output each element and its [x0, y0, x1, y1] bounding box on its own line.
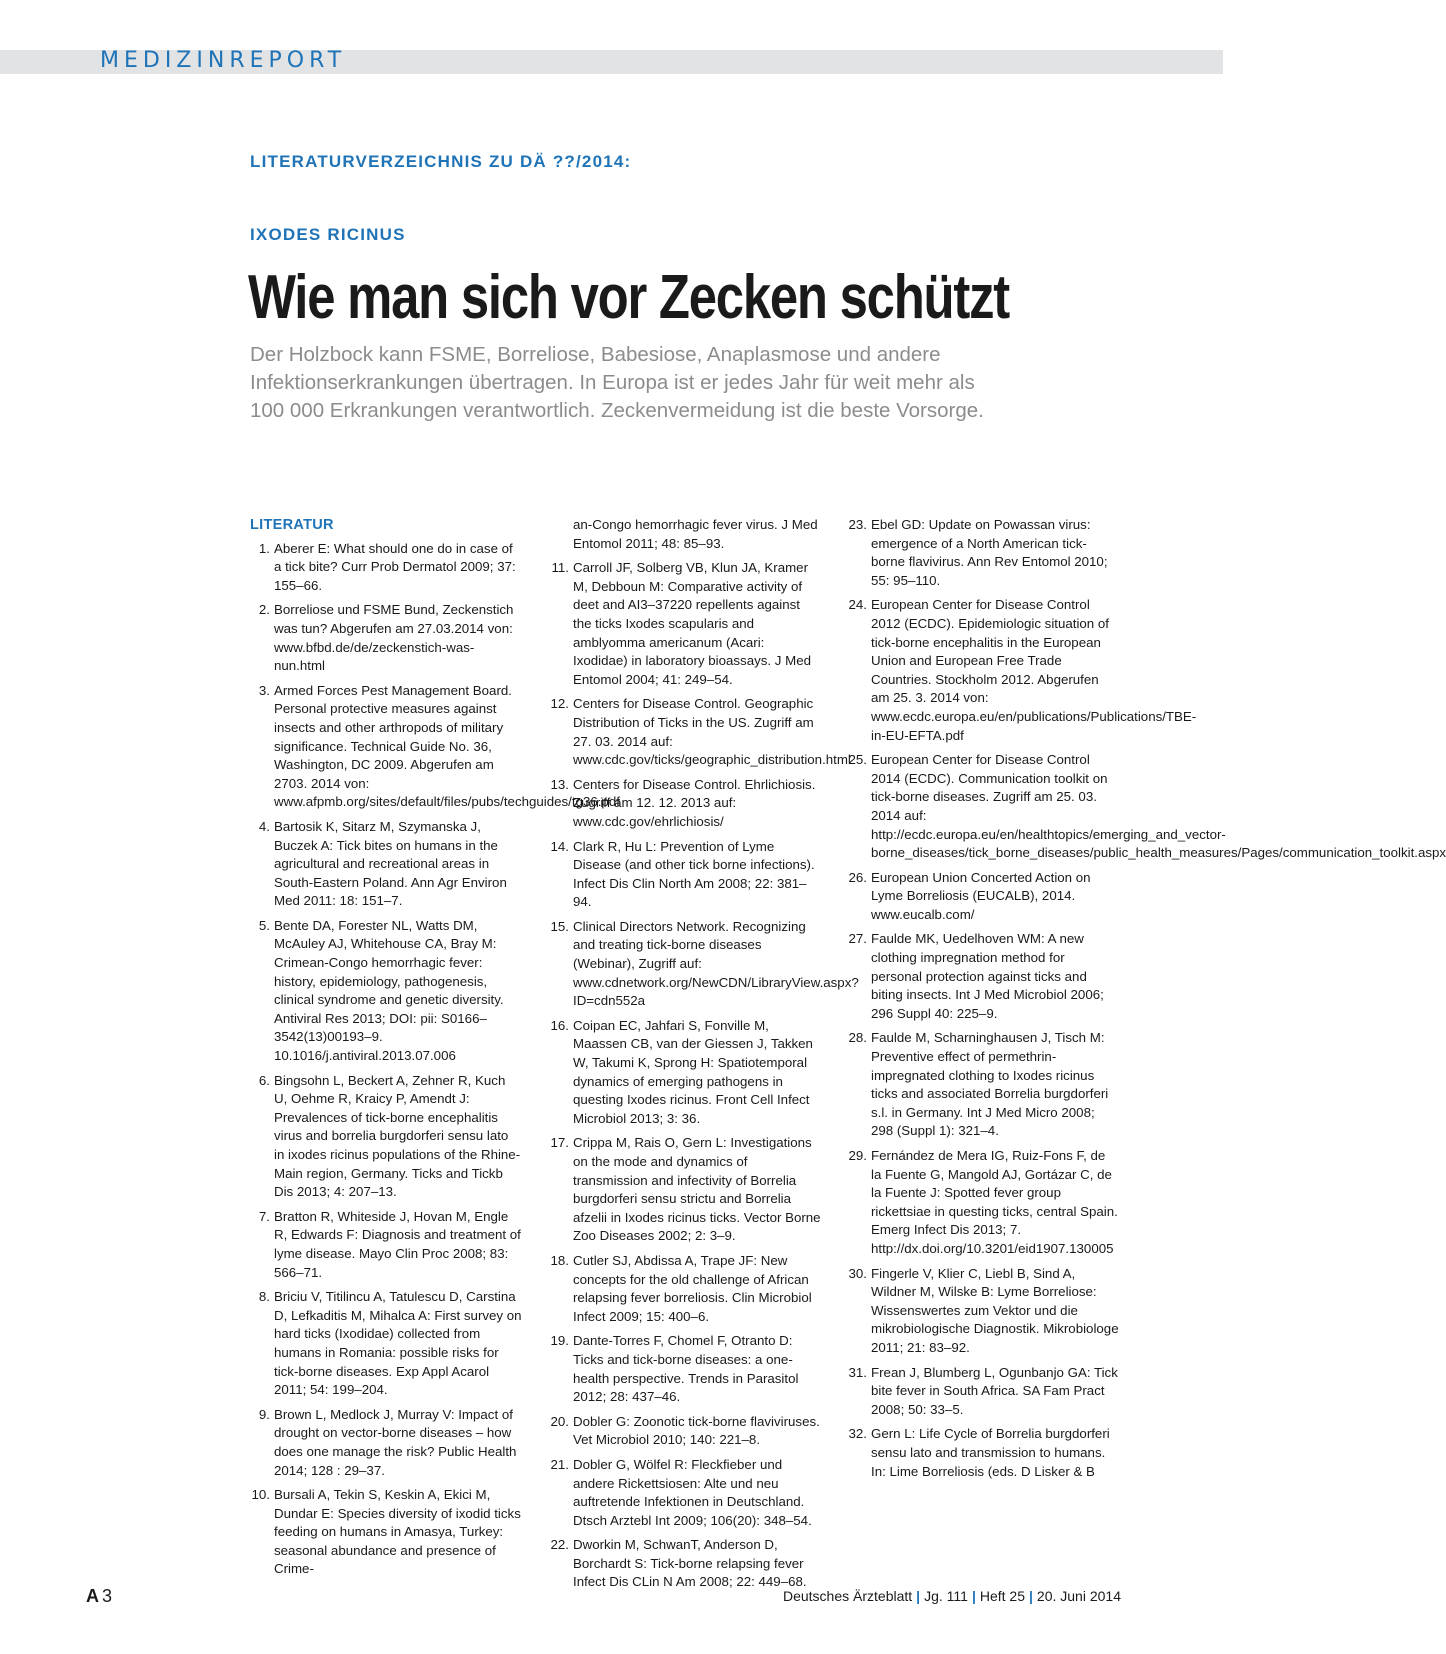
reference-item — [847, 1029, 1119, 1141]
reference-number: 20. — [550, 1413, 569, 1429]
reference-text: Bursali A, Tekin S, Keskin A, Ekici M, Dundar E: Species diversity of ixodid ticks feeding on humans in Amasya, Turkey: seasonal abundance and presence of Crime- — [274, 1487, 521, 1577]
reference-item — [847, 1425, 1119, 1481]
reference-item — [250, 540, 522, 596]
journal-name: Deutsches Ärzteblatt — [782, 1588, 913, 1604]
literature-heading: LITERATUR — [250, 517, 334, 533]
page-number: 3 — [102, 1586, 113, 1606]
reference-text: Clinical Directors Network. Recognizing and treating tick-borne diseases (Webinar), Zugriff auf: www.cdnetwork.org/NewCDN/LibraryView.aspx?ID=cdn552a — [573, 918, 859, 1009]
page-footer — [0, 1585, 1223, 1607]
reference-number: 1. — [258, 540, 270, 556]
reference-item — [250, 1072, 522, 1202]
reference-number: 9. — [258, 1406, 270, 1422]
reference-number: 6. — [258, 1072, 270, 1088]
reference-number: 17. — [550, 1135, 569, 1151]
separator: | — [1029, 1588, 1033, 1604]
reference-text: Clark R, Hu L: Prevention of Lyme Disease (and other tick borne infections). Infect Dis Clin North Am 2008; 22: 381–94. — [573, 838, 815, 910]
reference-item — [250, 1486, 522, 1579]
reference-number: 26. — [848, 869, 867, 885]
reference-item — [549, 1536, 821, 1592]
reference-text: Borreliose und FSME Bund, Zeckenstich was tun? Abgerufen am 27.03.2014 von: www.bfbd.de/de/zeckenstich-was-nun.html — [274, 602, 514, 674]
reference-text: Faulde MK, Uedelhoven WM: A new clothing impregnation method for personal protection against ticks and biting insects. Int J Med Microbiol 2006; 296 Suppl 40: 225–9. — [871, 931, 1104, 1021]
reference-number: 5. — [258, 917, 270, 933]
reference-item — [847, 1147, 1119, 1259]
reference-text: Gern L: Life Cycle of Borrelia burgdorferi sensu lato and transmission to humans. In: Lime Borreliosis (eds. D Lisker & B — [871, 1426, 1110, 1479]
article-subkicker: IXODES RICINUS — [250, 225, 406, 244]
reference-number: 8. — [258, 1289, 270, 1305]
reference-number: 21. — [550, 1456, 569, 1472]
reference-item — [549, 1252, 821, 1326]
reference-number: 11. — [551, 560, 569, 576]
reference-text: Dobler G, Wölfel R: Fleckfieber und andere Rickettsiosen: Alte und neu auftretende Infektionen in Deutschland. Dtsch Arztebl Int 2009; 106(20): 348–54. — [573, 1456, 812, 1528]
reference-item — [847, 1364, 1119, 1420]
reference-item — [847, 1265, 1119, 1358]
reference-item — [549, 776, 821, 832]
separator: | — [971, 1588, 976, 1604]
reference-text: Dworkin M, SchwanT, Anderson D, Borchardt S: Tick-borne relapsing fever Infect Dis CLin N Am 2008; 22: 449–68. — [573, 1537, 807, 1590]
reference-text: Dante-Torres F, Chomel F, Otranto D: Ticks and tick-borne diseases: a one-health perspective. Trends in Parasitol 2012; 28: 437–46. — [573, 1333, 799, 1405]
reference-number: 3. — [258, 682, 270, 698]
reference-text: Brown L, Medlock J, Murray V: Impact of drought on vector-borne diseases – how does one manage the risk? Public Health 2014; 128 : 29–37. — [274, 1406, 517, 1478]
journal-info — [783, 1585, 1121, 1607]
reference-item — [847, 516, 1119, 590]
reference-text: Carroll JF, Solberg VB, Klun JA, Kramer M, Debboun M: Comparative activity of deet and AI3–37220 repellents against the ticks Ixodes scapularis and amblyomma americanum (Acari: Ixodidae) in laboratory bioassays. J Med Entomol 2004; 41: 249–54. — [573, 560, 811, 687]
reference-text: Faulde M, Scharninghausen J, Tisch M: Preventive effect of permethrin-impregnated clothing to Ixodes ricinus ticks and associated Borrelia burgdorferi s.l. in Germany. Int J Med Micro 2008; 298 (Suppl 1): 321–4. — [871, 1030, 1109, 1139]
reference-text: Fernández de Mera IG, Ruiz-Fons F, de la Fuente G, Mangold AJ, Gortázar C, de la Fuente J: Spotted fever group rickettsiae in questing ticks, central Spain. Emerg Infect Dis 2013; 7. http://dx.doi.org/10.3201/eid1907.130005 — [871, 1148, 1118, 1256]
reference-item — [847, 751, 1446, 863]
journal-volume: Jg. 111 — [924, 1588, 968, 1604]
reference-text: Centers for Disease Control. Ehrlichiosis. Zugriff am 12. 12. 2013 auf: www.cdc.gov/ehrlichiosis/ — [573, 776, 816, 829]
reference-item — [847, 869, 1119, 925]
reference-item — [549, 1413, 821, 1450]
reference-item — [847, 596, 1197, 745]
reference-text: Armed Forces Pest Management Board. Personal protective measures against insects and other arthropods of military significance. Technical Guide No. 36, Washington, DC 2009. Abgerufen am 2703. 2014 von: www.afpmb.org/sites/default/files/pubs/techguides/tg36.pdf — [274, 682, 620, 810]
separator: | — [916, 1588, 921, 1604]
reference-text: Aberer E: What should one do in case of a tick bite? Curr Prob Dermatol 2009; 37: 155–66. — [274, 540, 516, 593]
reference-text: Coipan EC, Jahfari S, Fonville M, Maassen CB, van der Giessen J, Takken W, Takumi K, Sprong H: Spatiotemporal dynamics of emerging pathogens in questing Ixodes ricinus. Front Cell Infect Microbiol 2013; 3: 36. — [573, 1017, 813, 1126]
article-title: Wie man sich vor Zecken schützt — [248, 263, 1009, 332]
article-kicker: LITERATURVERZEICHNIS ZU DÄ ??/2014: — [250, 152, 632, 171]
literature-column-3 — [847, 516, 1446, 1487]
reference-number: 4. — [258, 818, 270, 834]
lead-line: Infektionserkrankungen übertragen. In Europa ist er jedes Jahr für weit mehr als — [250, 371, 975, 394]
journal-issue: Heft 25 — [979, 1588, 1025, 1604]
reference-continuation: an-Congo hemorrhagic fever virus. J Med Entomol 2011; 48: 85–93. — [573, 517, 818, 551]
reference-item — [250, 818, 522, 911]
reference-text: European Center for Disease Control 2014 (ECDC). Communication toolkit on tick-borne diseases. Zugriff am 25. 03. 2014 auf: http://ecdc.europa.eu/en/healthtopics/emerging_and_vector-borne_diseases/tick_borne_diseases/public_health_measures/Pages/communication_toolkit.aspx — [871, 752, 1446, 861]
reference-item — [549, 1332, 821, 1406]
reference-text: Centers for Disease Control. Geographic Distribution of Ticks in the US. Zugriff am 27. 03. 2014 auf: www.cdc.gov/ticks/geographic_distribution.html — [573, 696, 851, 768]
reference-number: 12. — [550, 696, 569, 712]
reference-number: 18. — [550, 1252, 569, 1268]
page-letter: A — [86, 1586, 99, 1606]
reference-number: 29. — [848, 1148, 867, 1163]
reference-number: 7. — [258, 1208, 270, 1224]
reference-item — [250, 1406, 522, 1480]
reference-item — [250, 1208, 522, 1282]
reference-text: Frean J, Blumberg L, Ogunbanjo GA: Tick bite fever in South Africa. SA Fam Pract 2008; 50: 33–5. — [871, 1364, 1118, 1417]
lead-line: 100 000 Erkrankungen verantwortlich. Zeckenvermeidung ist die beste Vorsorge. — [250, 399, 984, 422]
reference-text: European Union Concerted Action on Lyme Borreliosis (EUCALB), 2014. www.eucalb.com/ — [871, 869, 1091, 922]
reference-number: 13. — [550, 776, 569, 792]
reference-number: 2. — [258, 602, 270, 618]
reference-text: Briciu V, Titilincu A, Tatulescu D, Carstina D, Lefkaditis M, Mihalca A: First survey on hard ticks (Ixodidae) collected from humans in Romania: possible risks for tick-borne diseases. Exp Appl Acarol 2011; 54: 199–204. — [274, 1289, 522, 1398]
reference-item — [549, 1134, 821, 1246]
reference-number: 32. — [848, 1426, 867, 1442]
reference-text: Cutler SJ, Abdissa A, Trape JF: New concepts for the old challenge of African relapsing fever borreliosis. Clin Microbiol Infect 2009; 15: 400–6. — [573, 1252, 812, 1324]
reference-item — [250, 601, 522, 675]
lead-line: Der Holzbock kann FSME, Borreliose, Babesiose, Anaplasmose und andere — [250, 343, 941, 366]
reference-number: 23. — [848, 517, 867, 532]
reference-item — [549, 695, 851, 769]
reference-number: 15. — [550, 918, 569, 934]
reference-item — [847, 930, 1119, 1023]
reference-number: 14. — [550, 838, 569, 854]
reference-text: Bratton R, Whiteside J, Hovan M, Engle R, Edwards F: Diagnosis and treatment of lyme disease. Mayo Clin Proc 2008; 83: 566–71. — [274, 1208, 521, 1280]
section-label: MEDIZINREPORT — [100, 48, 347, 73]
reference-number: 24. — [848, 597, 867, 613]
reference-item — [549, 559, 821, 689]
reference-text: Fingerle V, Klier C, Liebl B, Sind A, Wildner M, Wilske B: Lyme Borreliose: Wissenswertes zum Vektor und die mikrobiologische Diagnostik. Mikrobiologe 2011; 21: 83–92. — [871, 1265, 1119, 1355]
reference-number: 25. — [848, 752, 867, 768]
reference-number: 31. — [848, 1364, 867, 1380]
reference-text: Bartosik K, Sitarz M, Szymanska J, Buczek A: Tick bites on humans in the agricultural and recreational areas in South-Eastern Poland. Ann Agr Environ Med 2011: 18: 151–7. — [274, 818, 507, 909]
journal-date: 20. Juni 2014 — [1036, 1588, 1121, 1604]
reference-text: Dobler G: Zoonotic tick-borne flaviviruses. Vet Microbiol 2010; 140: 221–8. — [573, 1413, 820, 1448]
reference-number: 30. — [848, 1265, 867, 1281]
reference-text: Ebel GD: Update on Powassan virus: emergence of a North American tick-borne flavivirus. Ann Rev Entomol 2010; 55: 95–110. — [871, 517, 1108, 588]
literature-columns — [0, 516, 1446, 1590]
reference-item — [250, 1288, 522, 1400]
reference-text: Crippa M, Rais O, Gern L: Investigations on the mode and dynamics of transmission and infectivity of Borrelia burgdorferi sensu strictu and Borrelia afzelii in Ixodes ricinus ticks. Vector Borne Zoo Diseases 2002; 2: 3–9. — [573, 1135, 821, 1244]
reference-number: 28. — [848, 1030, 867, 1046]
article-lead — [250, 341, 1110, 425]
reference-item — [549, 838, 821, 912]
reference-number: 10. — [251, 1487, 270, 1503]
reference-item — [250, 917, 522, 1066]
reference-text: Bente DA, Forester NL, Watts DM, McAuley AJ, Whitehouse CA, Bray M: Crimean-Congo hemorrhagic fever: history, epidemiology, pathogenesis, clinical syndrome and genetic diversity. Antiviral Res 2013; DOI: pii: S0166–3542(13)00193–9. 10.1016/j.antiviral.2013.07.006 — [274, 917, 504, 1064]
reference-text: Bingsohn L, Beckert A, Zehner R, Kuch U, Oehme R, Kraicy P, Amendt J: Prevalences of tick-borne encephalitis virus and borrelia burgdorferi sensu lato in ixodes ricinus populations of the Rhine-Main region, Germany. Ticks and Tickb Dis 2013; 4: 207–13. — [274, 1072, 521, 1200]
reference-item — [549, 1456, 821, 1530]
reference-number: 27. — [848, 931, 867, 947]
reference-number: 22. — [550, 1537, 569, 1553]
reference-number: 19. — [550, 1333, 569, 1349]
reference-item — [549, 1017, 821, 1129]
reference-number: 16. — [550, 1017, 569, 1033]
reference-text: European Center for Disease Control 2012 (ECDC). Epidemiologic situation of tick-borne encephalitis in the European Union and European Free Trade Countries. Stockholm 2012. Abgerufen am 25. 3. 2014 von: www.ecdc.europa.eu/en/publications/Publications/TBE-in-EU-EFTA.pdf — [871, 597, 1197, 743]
